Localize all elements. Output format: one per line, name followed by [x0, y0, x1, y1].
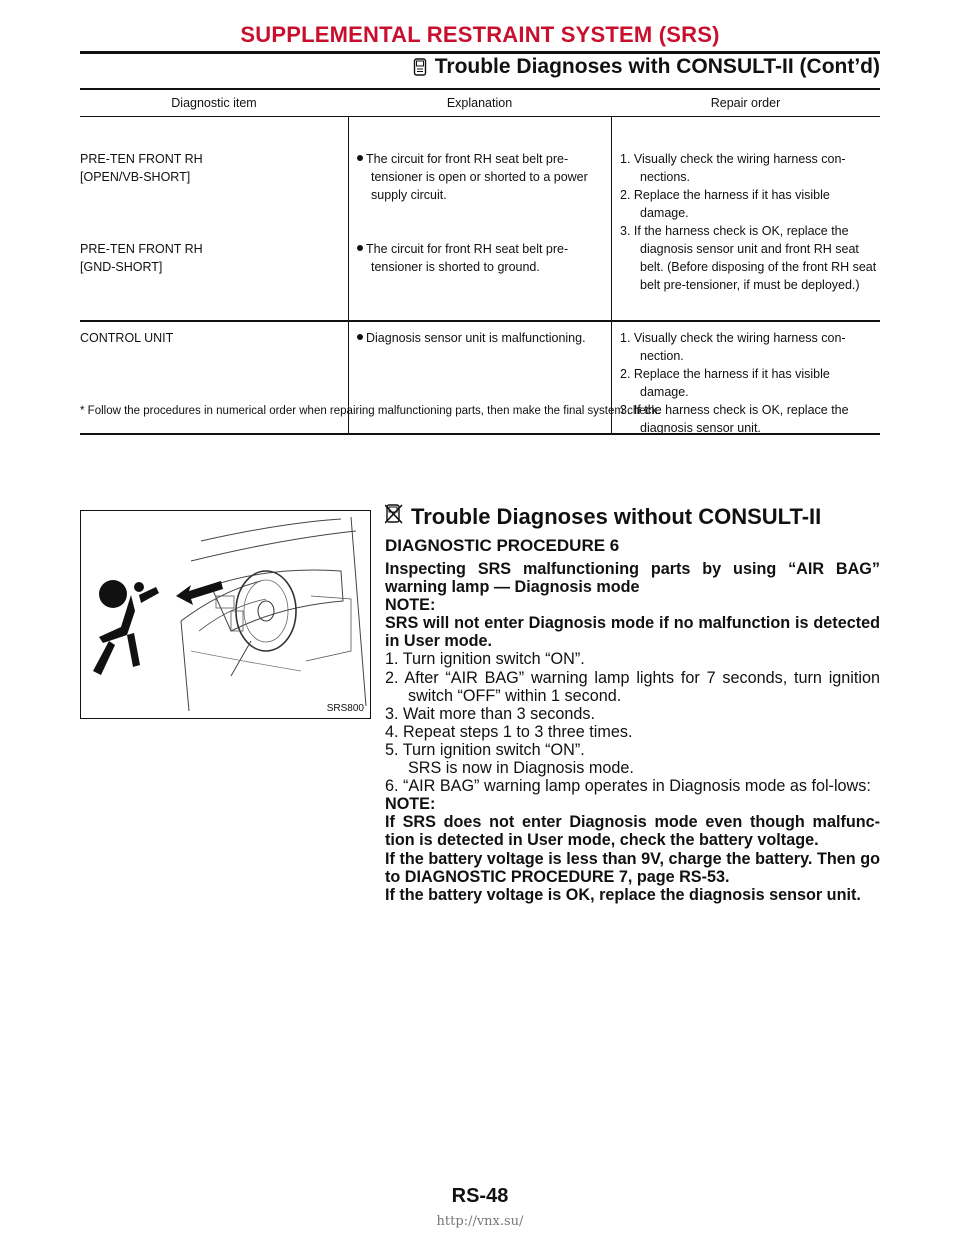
header-explanation: Explanation: [446, 96, 513, 110]
table-row-group-control-unit: [80, 322, 880, 435]
header-rule: [80, 51, 880, 54]
note-label-2: NOTE:: [385, 795, 436, 814]
source-url-link[interactable]: http://vnx.su/: [436, 1214, 524, 1229]
table-header-row: [80, 90, 880, 117]
subtitle-text: Trouble Diagnoses with CONSULT-II (Cont’d): [434, 55, 880, 78]
procedure-intro: Inspecting SRS malfunctioning parts by using “AIR BAG” warning lamp — Diagnosis mode: [385, 560, 880, 597]
explanation-cell: Diagnosis sensor unit is malfunctioning.: [357, 322, 607, 347]
explanation-cell: The circuit for front RH seat belt pre-tensioner is open or shorted to a power supply circuit.: [357, 146, 607, 204]
note-paragraph: If the battery voltage is less than 9V, charge the battery. Then go to DIAGNOSTIC PROCEDURE 7, page RS-53.: [385, 849, 880, 886]
page-header-title: SUPPLEMENTAL RESTRAINT SYSTEM (SRS): [240, 22, 720, 47]
diagnostic-item: PRE-TEN FRONT RH [OPEN/VB-SHORT]: [80, 152, 203, 184]
diagnostic-item: PRE-TEN FRONT RH [GND-SHORT]: [80, 242, 203, 274]
step-6: 6. “AIR BAG” warning lamp operates in Diagnosis mode as fol-lows:: [385, 777, 871, 796]
no-consult-icon: [385, 503, 403, 531]
figure-label: SRS800: [326, 703, 364, 714]
page-number: RS-48: [451, 1185, 509, 1207]
repair-order-cell: 1. Visually check the wiring harness con-nections. 2. Replace the harness if it has visible damage. 3. If the harness check is OK, replace the diagnosis sensor unit and front RH seat belt. (Before disposing of the front RH seat belt pre-tensioner, if must be deployed.): [620, 152, 877, 292]
step-5-note: SRS is now in Diagnosis mode.: [408, 759, 634, 778]
page-subtitle: [413, 55, 880, 79]
note-paragraph: If SRS does not enter Diagnosis mode even though malfunc-tion is detected in User mode, check the battery voltage.: [385, 813, 880, 850]
step-3: 3. Wait more than 3 seconds.: [385, 704, 595, 723]
procedure-title: DIAGNOSTIC PROCEDURE 6: [385, 536, 620, 555]
table-row: [80, 322, 340, 347]
table-footnote: * Follow the procedures in numerical order when repairing malfunctioning parts, then make the final system check.: [80, 405, 661, 417]
table-row-group-pretension: [80, 117, 880, 322]
header-repair-order: Repair order: [710, 96, 781, 110]
explanation-cell: The circuit for front RH seat belt pre-tensioner is shorted to ground.: [357, 236, 607, 276]
note-paragraph: If the battery voltage is OK, replace the diagnosis sensor unit.: [385, 885, 861, 904]
airbag-illustration: [80, 510, 371, 719]
header-diagnostic-item: Diagnostic item: [171, 96, 257, 110]
step-1: 1. Turn ignition switch “ON”.: [385, 650, 585, 669]
table-row: [80, 146, 340, 186]
section-title: [385, 503, 880, 531]
section-title-text: Trouble Diagnoses without CONSULT-II: [411, 504, 822, 529]
bullet-icon: [357, 245, 363, 251]
bullet-icon: [357, 155, 363, 161]
step-2: 2. After “AIR BAG” warning lamp lights for 7 seconds, turn ignition switch “OFF” within 1 second.: [385, 668, 880, 705]
note-label: NOTE:: [385, 596, 436, 615]
diagnostic-item: CONTROL UNIT: [80, 331, 174, 345]
procedure-body: [385, 560, 880, 904]
repair-order-cell: 1. Visually check the wiring harness con-nection. 2. Replace the harness if it has visible damage. 3. If the harness check is OK, replace the diagnosis sensor unit.: [620, 331, 849, 435]
bullet-icon: [357, 334, 363, 340]
dashboard-drawing-icon: [81, 511, 370, 718]
table-row: [80, 236, 340, 276]
step-5: 5. Turn ignition switch “ON”.: [385, 740, 585, 759]
note-text: SRS will not enter Diagnosis mode if no malfunction is detected in User mode.: [385, 614, 880, 651]
diagnostic-table: [80, 88, 880, 435]
step-4: 4. Repeat steps 1 to 3 three times.: [385, 722, 633, 741]
consult-tool-icon: [413, 58, 427, 76]
